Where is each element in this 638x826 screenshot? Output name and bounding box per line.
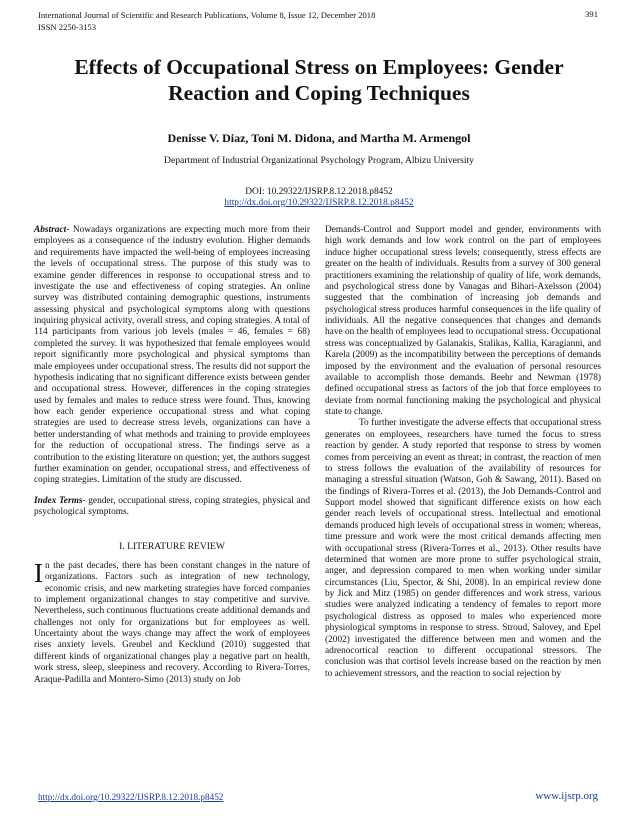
index-terms	[34, 496, 310, 519]
journal-line: International Journal of Scientific and Research Publications, Volume 8, Issue 12, December 2018	[38, 10, 376, 20]
doi-block	[40, 187, 598, 209]
doi-text: DOI: 10.29322/IJSRP.8.12.2018.p8452	[245, 187, 393, 197]
doi-link[interactable]: http://dx.doi.org/10.29322/IJSRP.8.12.2018.p8452	[224, 198, 414, 208]
section-paragraph	[34, 557, 310, 686]
footer-doi-link[interactable]: http://dx.doi.org/10.29322/IJSRP.8.12.2018.p8452	[38, 792, 224, 802]
left-column	[34, 225, 310, 686]
department: Department of Industrial Organizational Psychology Program, Albizu University	[164, 155, 474, 166]
running-header	[38, 9, 375, 33]
abstract-label: Abstract-	[34, 225, 70, 235]
abstract	[34, 225, 310, 487]
right-paragraph-1: Demands-Control and Support model and gender, environments with high work demands and low work control on the part of employees induce higher occupational stress levels; consequently, stress effects are greater on the health of individuals. Results from a survey of 300 general practitioners examining the relationship of quality of life, work demands, and psychological stress done by Vanagas and Bihari-Axelsson (2004) suggested that the combination of increasing job demands and psychological stress produces harmful consequences in the life quality of individuals. All the negative consequences that changes and demands have on the health of employees lead to occupational stress. Occupational stress was conceptualized by Galanakis, Stalikas, Kallia, Karagianni, and Karela (2009) as the incompatibility between the perceptions of demands imposed by the environment and the evaluation of personal resources available to accomplish those demands. Beehr and Newman (1978) defined occupational stress as factors of the job that force employees to deviate from normal functioning making the psychological and physical state to change.	[325, 225, 601, 417]
section-paragraph-text: n the past decades, there has been constant changes in the nature of organizations. Factors such as integration of new technology, economic crisis, and new marketing strategies have forced companies to implement organizational changes to stay competitive and survive. Nevertheless, such continuous fluctuations create additional demands and challenges not only for organizations but for employees as well. Uncertainty about the ways change may affect the work of employees rises anxiety levels. Greubel and Kecklund (2010) suggested that different kinds of organizational changes play a negative part on health, work stress, sleep, sleepiness and recovery. According to Rivera-Torres, Araque-Padilla and Montero-Simo (2013) study on Job	[34, 560, 310, 685]
footer-site[interactable]: www.ijsrp.org	[535, 790, 598, 802]
paper-title: Effects of Occupational Stress on Employees: Gender Reaction and Coping Techniques	[74, 55, 564, 105]
issn: ISSN 2250-3153	[38, 22, 97, 32]
index-terms-label: Index Terms-	[34, 495, 86, 506]
right-column	[325, 225, 601, 680]
right-paragraph-2: To further investigate the adverse effects that occupational stress generates on employees, researchers have turned the focus to stress reaction by gender. A study reported that response to stress by women comes from perceiving an event as threat; in contrast, the reaction of men to stress follows the evaluation of the availability of resources for managing a stressful situation (Watson, Goh & Sawang, 2011). Based on the findings of Rivera-Torres et al. (2013), the Job Demands-Control and Support model showed that significant difference exists on how each gender reach levels of occupational stress. Intellectual and emotional demands produced high levels of occupational stress in women; whereas, time pressure and work were the most critical demands affecting men with occupational stress (Rivera-Torres et al., 2013). Other results have determined that women are more prone to suffer psychological strain, anger, and depression compared to men when working under similar circumstances (Liu, Spector, & Shi, 2008). In an empirical review done by Jick and Mitz (1985) on gender differences and work stress, various studies were analyzed indicating a tendency of females to report more psychological distress as opposed to males who experienced more physiological symptoms in response to stress. Stroud, Salovey, and Epel (2002) investigated the difference between men and women and the adrenocortical reaction to different occupational stressors. The conclusion was that cortisol levels increase based on the reaction by men to achievement stressors, and the reaction to social rejection by	[325, 418, 601, 679]
drop-cap: I	[34, 557, 43, 588]
page-number: 391	[585, 9, 598, 19]
authors: Denisse V. Diaz, Toni M. Didona, and Martha M. Armengol	[167, 131, 471, 145]
abstract-text: Nowadays organizations are expecting much more from their employees as a consequence of the industry evolution. Higher demands and requirements have impacted the well-being of employees increasing the levels of occupational stress. The purpose of this study was to examine gender differences in response to occupational stress and to investigate the use and effectiveness of coping strategies. An online survey was distributed containing demographic questions, instruments assessing physical and psychological symptoms along with questions inquiring physical activity, overall stress, and coping strategies. A total of 114 participants from various job levels (males = 46, females = 68) completed the survey. It was hypothesized that female employees would report significantly more psychological and physical symptoms than male employees under occupational stress. The results did not support the hypothesis indicating that no significant difference exists between gender and occupational stress. However, differences in the coping strategies used by females and males to reduce stress were found. Thus, knowing how each gender experience occupational stress and what coping strategies are used to decrease stress levels, organizations can have a better understanding of what methods and training to provide employees for the reduction of occupational stress. The findings serve as a contribution to the existing literature on question; yet, the authors suggest further examination on gender, occupational stress, and effectiveness of coping strategies. Limitation of the study are discussed.	[34, 225, 310, 486]
index-terms-text: gender, occupational stress, coping strategies, physical and psychological symptoms.	[34, 495, 310, 517]
section-heading: I. LITERATURE REVIEW	[119, 541, 225, 553]
